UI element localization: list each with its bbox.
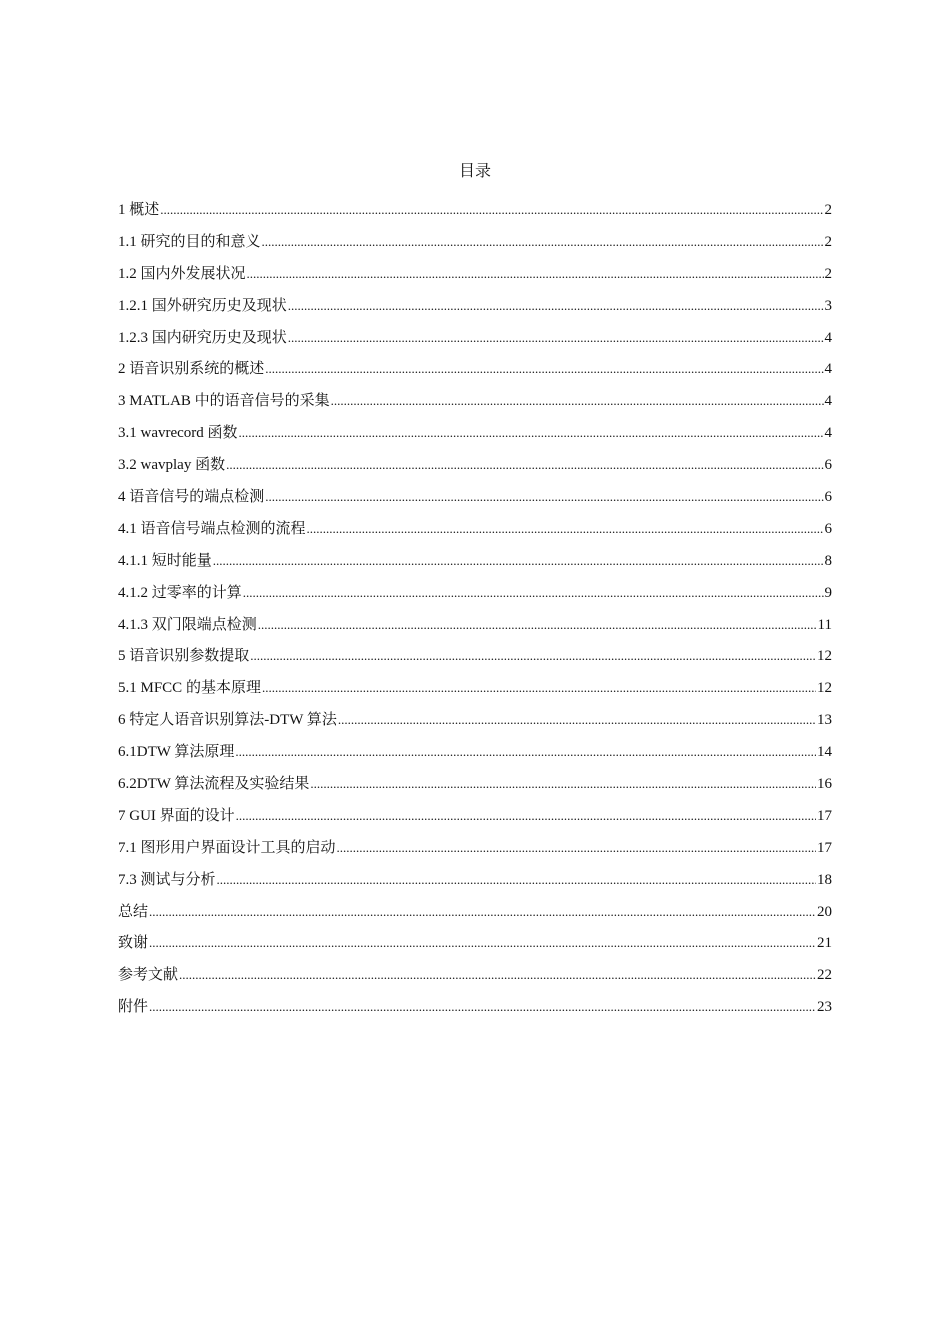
toc-entry[interactable] xyxy=(118,483,832,515)
toc-entry-page-number: 6 xyxy=(824,489,832,506)
toc-entry-page-number: 23 xyxy=(817,999,832,1016)
toc-dot-leader xyxy=(310,770,816,798)
toc-entry-page-number: 6 xyxy=(824,457,832,474)
toc-entry-page-number: 12 xyxy=(817,648,832,665)
toc-entry[interactable] xyxy=(118,642,832,674)
toc-list xyxy=(118,196,832,1025)
toc-entry-page-number: 17 xyxy=(817,807,832,824)
toc-entry-page-number: 22 xyxy=(817,967,832,984)
toc-entry-label: 总结 xyxy=(118,903,149,920)
toc-entry[interactable] xyxy=(118,866,832,898)
toc-entry[interactable] xyxy=(118,419,832,451)
toc-entry-page-number: 12 xyxy=(817,680,832,697)
toc-entry-page-number: 11 xyxy=(817,616,832,633)
toc-entry-page-number: 3 xyxy=(824,297,832,314)
toc-entry-label: 4.1 语音信号端点检测的流程 xyxy=(118,520,306,537)
toc-entry-page-number: 4 xyxy=(824,329,832,346)
toc-entry-page-number: 16 xyxy=(817,776,832,793)
toc-entry-page-number: 9 xyxy=(824,584,832,601)
toc-entry[interactable] xyxy=(118,387,832,419)
toc-entry-label: 1.2.3 国内研究历史及现状 xyxy=(118,329,287,346)
toc-entry[interactable] xyxy=(118,738,832,770)
toc-dot-leader xyxy=(149,898,816,926)
toc-entry-page-number: 18 xyxy=(817,871,832,888)
toc-dot-leader xyxy=(243,579,824,607)
toc-entry[interactable] xyxy=(118,579,832,611)
toc-entry[interactable] xyxy=(118,706,832,738)
toc-entry[interactable] xyxy=(118,260,832,292)
toc-dot-leader xyxy=(236,802,816,830)
toc-dot-leader xyxy=(149,929,816,957)
toc-dot-leader xyxy=(217,866,816,894)
toc-dot-leader xyxy=(337,834,816,862)
toc-entry-label: 2 语音识别系统的概述 xyxy=(118,361,265,378)
toc-entry[interactable] xyxy=(118,547,832,579)
toc-entry-label: 4 语音信号的端点检测 xyxy=(118,489,265,506)
toc-dot-leader xyxy=(239,419,824,447)
toc-entry-page-number: 8 xyxy=(824,552,832,569)
toc-dot-leader xyxy=(149,993,816,1021)
toc-entry-label: 1 概述 xyxy=(118,202,160,218)
toc-dot-leader xyxy=(331,387,824,415)
toc-entry-page-number: 6 xyxy=(824,520,832,537)
toc-entry-label: 4.1.1 短时能量 xyxy=(118,552,212,569)
toc-entry[interactable] xyxy=(118,961,832,993)
toc-entry-label: 6 特定人语音识别算法-DTW 算法 xyxy=(118,712,337,729)
toc-dot-leader xyxy=(226,451,823,479)
toc-dot-leader xyxy=(265,355,823,383)
toc-entry-label: 3.2 wavplay 函数 xyxy=(118,457,226,474)
toc-entry-page-number: 21 xyxy=(817,935,832,952)
toc-entry[interactable] xyxy=(118,834,832,866)
toc-entry[interactable] xyxy=(118,993,832,1025)
toc-entry-label: 参考文献 xyxy=(118,967,179,984)
toc-entry-label: 1.1 研究的目的和意义 xyxy=(118,233,261,250)
toc-entry-label: 致谢 xyxy=(118,935,149,952)
toc-entry[interactable] xyxy=(118,802,832,834)
toc-title: 目录 xyxy=(458,163,491,180)
toc-entry[interactable] xyxy=(118,355,832,387)
toc-entry[interactable] xyxy=(118,228,832,260)
toc-dot-leader xyxy=(247,260,824,288)
toc-entry-page-number: 13 xyxy=(817,712,832,729)
toc-entry-page-number: 20 xyxy=(817,903,832,920)
toc-entry-label: 4.1.3 双门限端点检测 xyxy=(118,616,257,633)
toc-dot-leader xyxy=(265,483,823,511)
toc-entry-page-number: 4 xyxy=(824,361,832,378)
toc-entry-label: 5 语音识别参数提取 xyxy=(118,648,250,665)
toc-entry-page-number: 4 xyxy=(824,425,832,442)
toc-dot-leader xyxy=(213,547,824,575)
toc-entry[interactable] xyxy=(118,898,832,930)
toc-entry[interactable] xyxy=(118,770,832,802)
toc-entry-label: 5.1 MFCC 的基本原理 xyxy=(118,680,261,697)
toc-dot-leader xyxy=(288,324,824,352)
toc-dot-leader xyxy=(235,738,816,766)
toc-dot-leader xyxy=(160,196,823,224)
toc-entry-page-number: 14 xyxy=(817,744,832,761)
toc-dot-leader xyxy=(179,961,816,989)
toc-entry-label: 3 MATLAB 中的语音信号的采集 xyxy=(118,393,330,410)
toc-entry[interactable] xyxy=(118,324,832,356)
toc-entry-label: 7.1 图形用户界面设计工具的启动 xyxy=(118,839,336,856)
toc-entry-page-number: 4 xyxy=(824,393,832,410)
toc-dot-leader xyxy=(262,674,816,702)
toc-entry[interactable] xyxy=(118,515,832,547)
toc-entry-label: 1.2 国内外发展状况 xyxy=(118,265,246,282)
toc-entry-label: 6.2DTW 算法流程及实验结果 xyxy=(118,776,310,793)
toc-entry[interactable] xyxy=(118,929,832,961)
toc-dot-leader xyxy=(288,292,824,320)
toc-entry-label: 1.2.1 国外研究历史及现状 xyxy=(118,297,287,314)
toc-dot-leader xyxy=(258,611,817,639)
toc-entry-page-number: 2 xyxy=(824,265,832,282)
toc-entry-page-number: 17 xyxy=(817,839,832,856)
toc-entry[interactable] xyxy=(118,674,832,706)
toc-dot-leader xyxy=(250,642,816,670)
toc-entry[interactable] xyxy=(118,196,832,228)
toc-entry-page-number: 2 xyxy=(824,233,832,250)
toc-entry[interactable] xyxy=(118,451,832,483)
toc-entry-label: 附件 xyxy=(118,999,149,1016)
toc-entry-label: 7 GUI 界面的设计 xyxy=(118,807,235,824)
toc-entry-label: 7.3 测试与分析 xyxy=(118,871,216,888)
toc-entry-page-number: 2 xyxy=(824,202,832,218)
toc-dot-leader xyxy=(338,706,816,734)
toc-entry-label: 3.1 wavrecord 函数 xyxy=(118,425,238,442)
toc-entry[interactable] xyxy=(118,292,832,324)
toc-dot-leader xyxy=(307,515,824,543)
toc-dot-leader xyxy=(262,228,824,256)
toc-entry-label: 6.1DTW 算法原理 xyxy=(118,744,235,761)
toc-entry[interactable] xyxy=(118,611,832,643)
toc-entry-label: 4.1.2 过零率的计算 xyxy=(118,584,242,601)
